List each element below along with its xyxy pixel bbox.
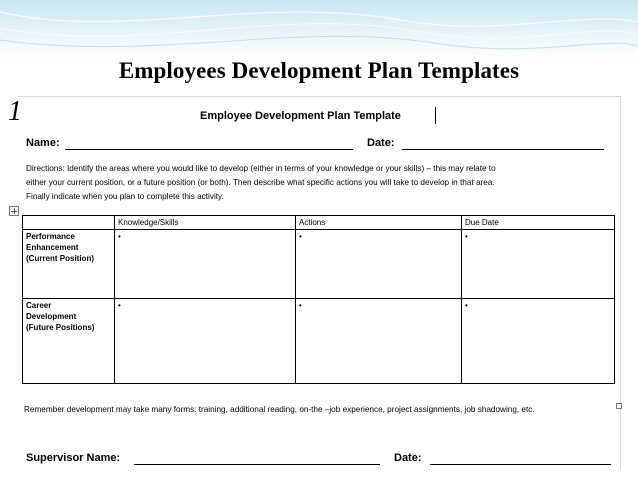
date-field[interactable] (402, 149, 604, 150)
table-cell[interactable] (296, 299, 462, 384)
development-plan-table (22, 215, 615, 384)
table-header-cell: Due Date (462, 216, 615, 230)
row-label-cell (23, 230, 115, 299)
directions-line: Directions: Identify the areas where you would like to develop (either in terms of your knowledge or your skills) – this may relate to (26, 164, 496, 173)
supervisor-name-label: Supervisor Name: (26, 452, 121, 464)
table-cell[interactable] (462, 299, 615, 384)
table-cell[interactable] (462, 230, 615, 299)
bullet: • (465, 301, 468, 310)
table-header-cell: Actions (296, 216, 462, 230)
table-header-row (23, 216, 615, 230)
table-cell[interactable] (296, 230, 462, 299)
supervisor-date-field[interactable] (430, 464, 611, 465)
table-cell[interactable] (115, 299, 296, 384)
table-move-handle-icon[interactable] (9, 206, 19, 216)
directions-text (26, 162, 616, 204)
directions-line: either your current position, or a future position (or both). Then describe what specific actions you will take to develop in that area. (26, 178, 495, 187)
date-label: Date: (367, 137, 395, 149)
bullet: • (299, 301, 302, 310)
directions-line: Finally indicate when you plan to complete this activity. (26, 192, 224, 201)
table-cell[interactable] (115, 230, 296, 299)
bullet: • (465, 232, 468, 241)
table-resize-handle-icon[interactable] (616, 403, 622, 409)
slide-number: 1 (8, 96, 22, 127)
supervisor-name-field[interactable] (134, 464, 380, 465)
bullet: • (299, 232, 302, 241)
table-row (23, 230, 615, 299)
table-header-cell: Knowledge/Skills (115, 216, 296, 230)
bullet: • (118, 232, 121, 241)
row-label-line: Enhancement (26, 243, 79, 252)
row-label-line: Performance (26, 232, 75, 241)
document-title: Employee Development Plan Template (200, 110, 401, 122)
supervisor-date-label: Date: (394, 452, 422, 464)
slide-banner (0, 0, 638, 60)
row-label-line: (Future Positions) (26, 323, 95, 332)
table-row (23, 299, 615, 384)
row-label-cell (23, 299, 115, 384)
row-label-line: (Current Position) (26, 254, 94, 263)
bullet: • (118, 301, 121, 310)
name-label: Name: (26, 137, 60, 149)
table-header-cell (23, 216, 115, 230)
banner-wave-decoration (0, 0, 638, 60)
remember-note: Remember development may take many forms: training, additional reading, on-the –job experience, project assignments, job shadowing, etc. (24, 405, 535, 414)
name-field[interactable] (65, 149, 353, 150)
text-cursor (435, 107, 436, 124)
row-label-line: Development (26, 312, 77, 321)
slide-title: Employees Development Plan Templates (118, 58, 520, 83)
row-label-line: Career (26, 301, 52, 310)
